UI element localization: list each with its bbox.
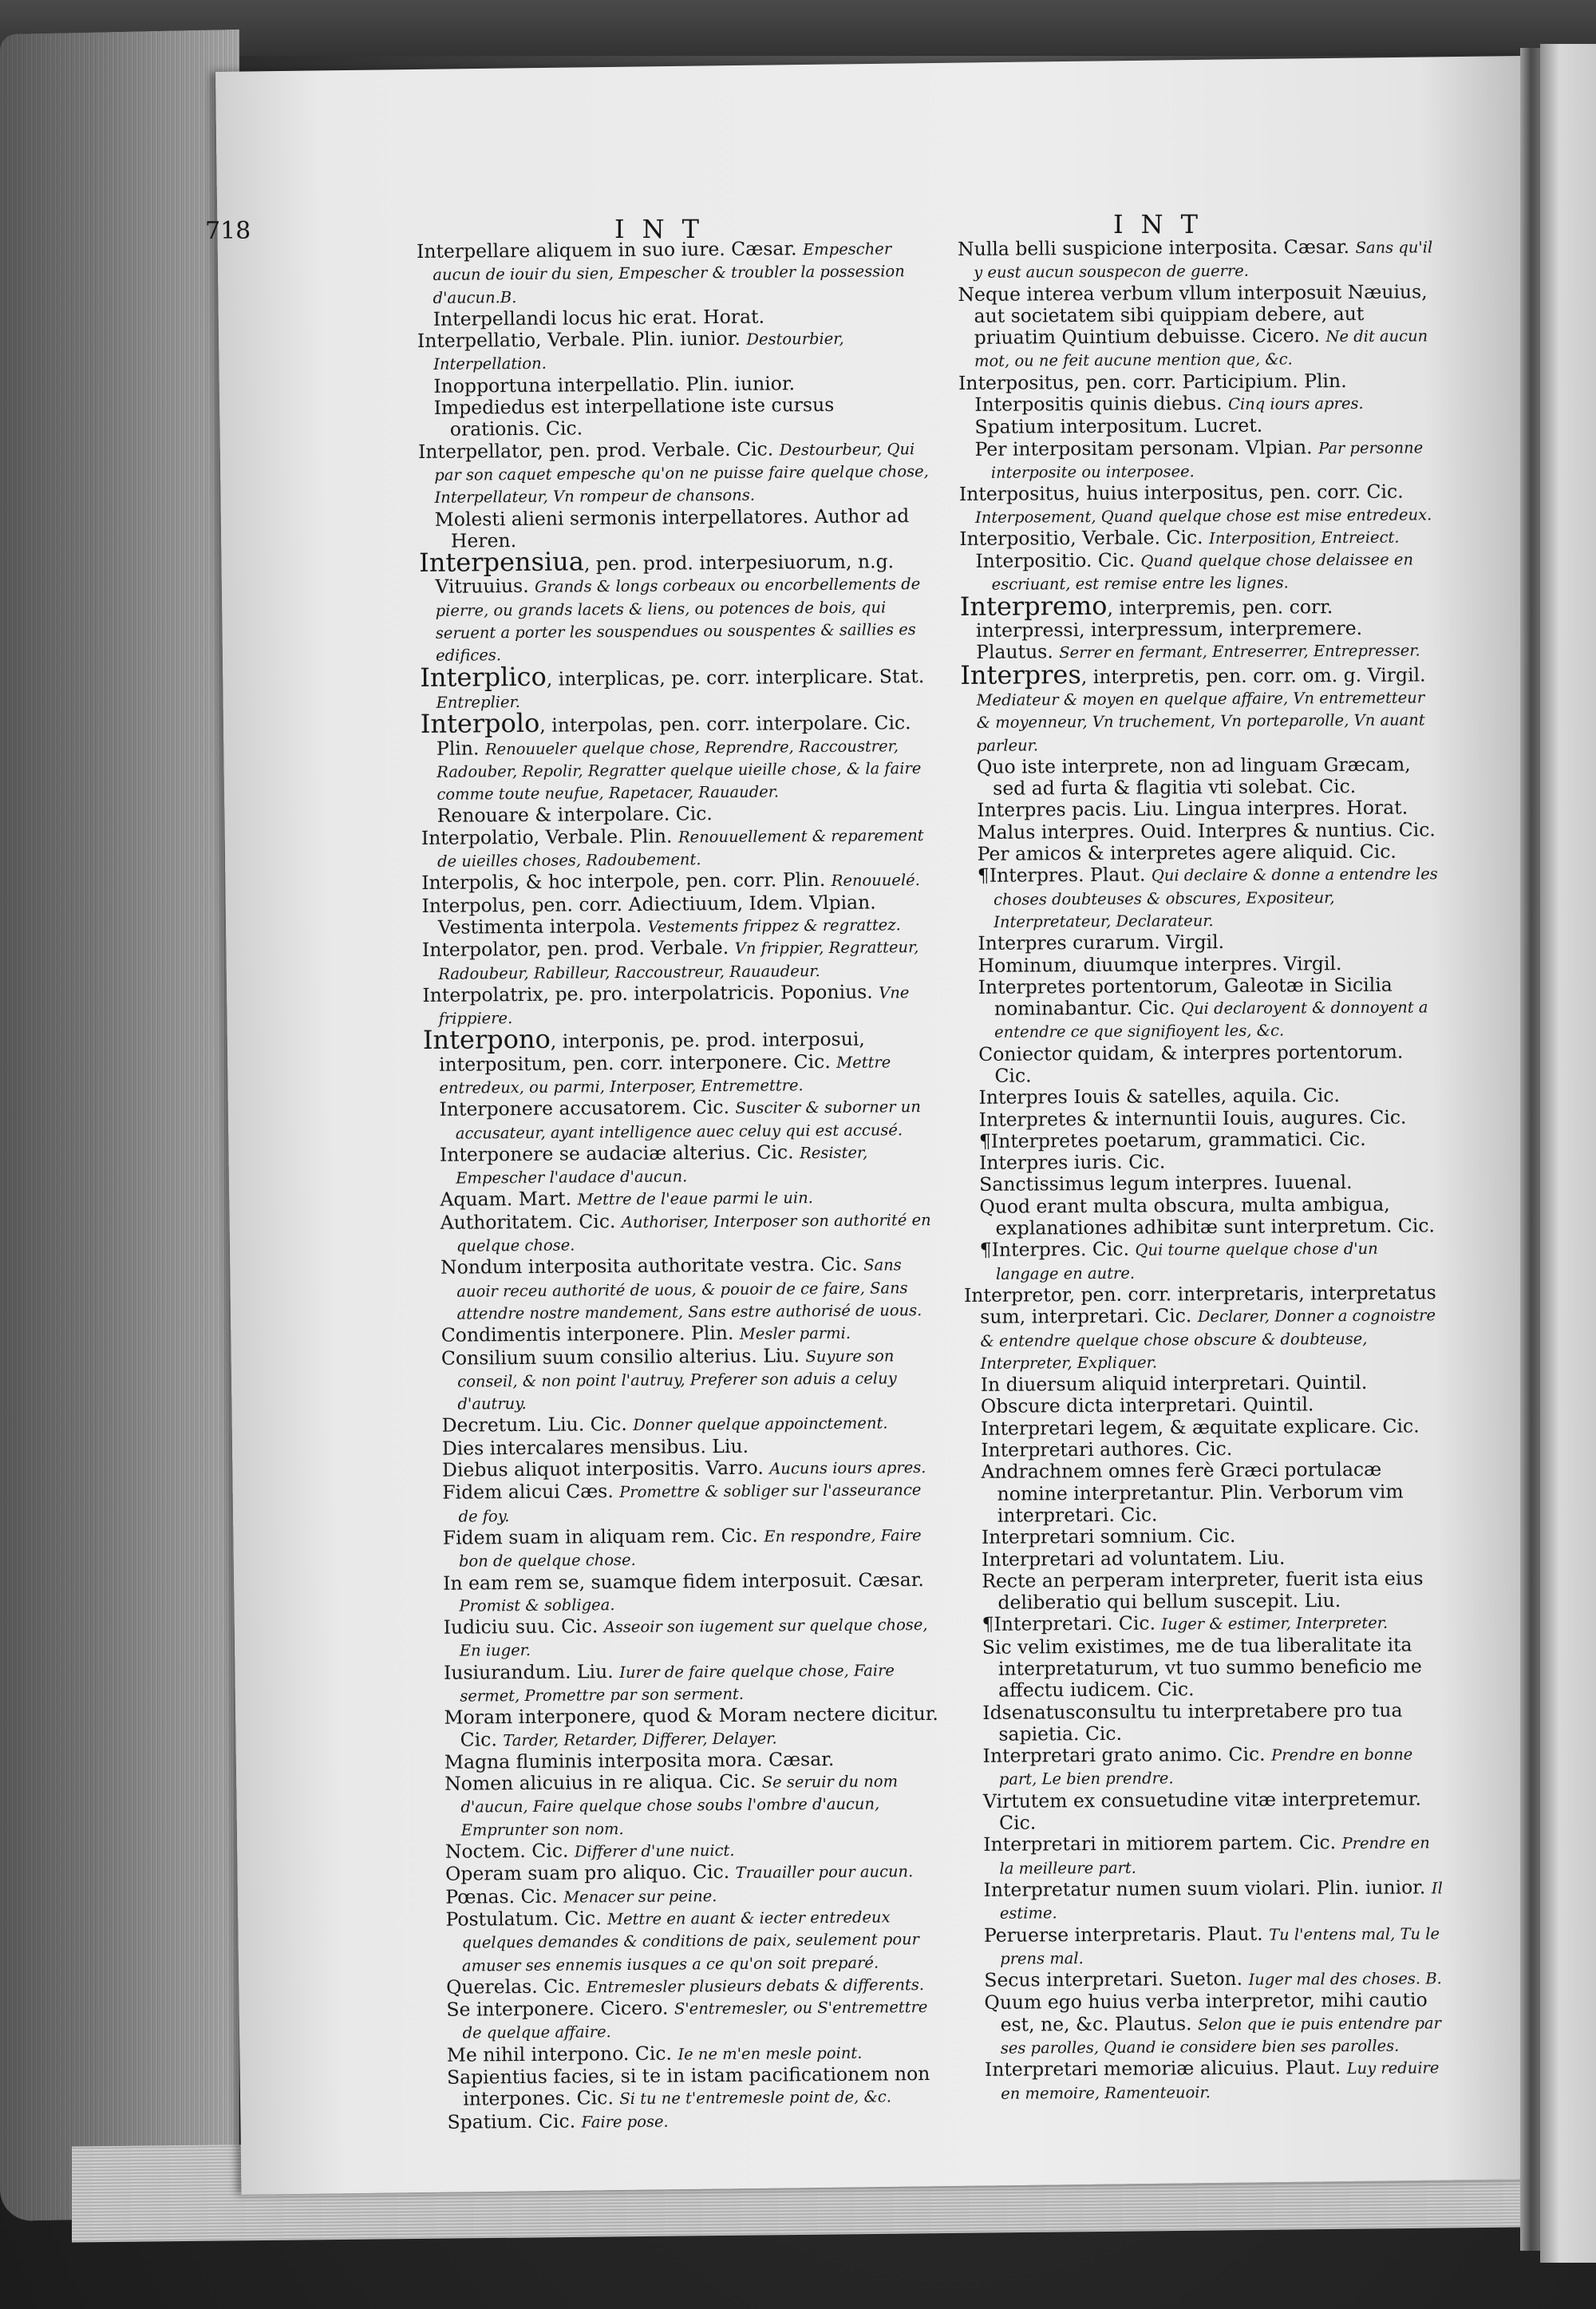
entry-latin: In diuersum aliquid interpretari. Quintil. xyxy=(980,1371,1368,1396)
entry-latin: Interpellator, pen. prod. Verbale. Cic. xyxy=(417,437,780,463)
dictionary-entry xyxy=(426,1478,937,1528)
entry-latin: Nomen alicuius in re aliqua. Cic. xyxy=(444,1769,762,1795)
entry-french-gloss: Qui declaroyent & donnoyent a entendre ce que signifioyent les, &c. xyxy=(994,998,1428,1042)
entry-latin: Coniector quidam, & interpres portentorum. Cic. xyxy=(978,1040,1404,1087)
entry-latin: Interpres iuris. Cic. xyxy=(978,1150,1166,1175)
entry-latin: ¶Interpretari. Cic. xyxy=(982,1611,1162,1636)
entry-french-gloss: Tarder, Retarder, Differer, Delayer. xyxy=(503,1729,777,1750)
dictionary-entry xyxy=(964,1237,1443,1285)
entry-french-gloss: Interposement, Quand quelque chose est mise entredeux. xyxy=(975,504,1432,527)
entry-latin: Interpolis, & hoc interpole, pen. corr. Plin. xyxy=(421,868,832,895)
entry-latin: Interpolatio, Verbale. Plin. xyxy=(421,824,679,849)
entry-french-gloss: Mettre entredeux, ou parmi, Interposer, Entremettre. xyxy=(439,1053,891,1097)
entry-latin: Me nihil interpono. Cic. xyxy=(446,2042,678,2066)
left-column xyxy=(417,237,942,2134)
dictionary-entry xyxy=(965,1371,1444,1396)
entry-latin: Interpositus, pen. corr. Participium. Plin. Interpositis quinis diebus. xyxy=(958,369,1347,416)
entry-latin: Interpretari memoriæ alicuius. Plaut. xyxy=(984,2056,1347,2082)
dictionary-entry xyxy=(423,1026,934,1099)
entry-french-gloss: Iurer de faire quelque chose, Faire sermet, Promettre par son serment. xyxy=(460,1661,895,1706)
entry-latin: ¶Interpres. Plaut. xyxy=(977,863,1152,888)
entry-latin: Recte an perperam interpreter, fuerit ista eius deliberatio qui bellum suscepit. Liu. xyxy=(982,1567,1424,1614)
entry-latin: Iusiurandum. Liu. xyxy=(443,1659,620,1684)
entry-latin: Neque interea verbum vllum interposuit Næuius, aut societatem sibi quippiam debere, aut priuatim Quintium debuisse. Cicero. xyxy=(958,279,1428,350)
dictionary-entry xyxy=(959,590,1440,665)
entry-latin: Quum ego huius verba interpretor, mihi cautio est, ne, &c. Plautus. xyxy=(984,1988,1428,2036)
right-column xyxy=(958,235,1448,2105)
entry-latin: Obscure dicta interpretari. Quintil. xyxy=(980,1393,1314,1418)
entry-french-gloss: Promettre & sobliger sur l'asseurance de foy. xyxy=(458,1481,922,1526)
dictionary-entry xyxy=(963,1149,1442,1174)
entry-french-gloss: Susciter & suborner un accusateur, ayant intelligence auec celuy qui est accusé. xyxy=(455,1097,921,1143)
dictionary-entry xyxy=(965,1415,1444,1440)
entry-french-gloss: Par personne interposite ou interposee. xyxy=(990,438,1424,482)
entry-latin: Renouare & interpolare. Cic. xyxy=(437,802,713,828)
entry-french-gloss: Empescher aucun de iouir du sien, Empescher & troubler la possession d'aucun.B. xyxy=(433,239,905,307)
entry-french-gloss: Sans qu'il y eust aucun souspecon de guerre. xyxy=(974,238,1433,283)
entry-latin: Interpres curarum. Virgil. xyxy=(978,931,1225,955)
entry-french-gloss: Interposition, Entreiect. xyxy=(1209,528,1400,548)
entry-french-gloss: Ne dit aucun mot, ou ne feit aucune mention que, &c. xyxy=(974,326,1428,371)
entry-french-gloss: Trauailler pour aucun. xyxy=(735,1862,914,1883)
entry-latin: Nondum interposita authoritate vestra. Cic. xyxy=(440,1252,864,1279)
dictionary-entry xyxy=(422,935,933,985)
entry-latin: Idsenatusconsultu tu interpretabere pro tua sapietia. Cic. xyxy=(982,1698,1403,1746)
dictionary-entry xyxy=(965,1459,1444,1528)
entry-french-gloss: Asseoir son iugement sur quelque chose, En iuger. xyxy=(459,1615,928,1661)
dictionary-entry xyxy=(419,505,930,553)
entry-latin: Interpretari somnium. Cic. xyxy=(981,1524,1236,1549)
dictionary-entry xyxy=(959,548,1438,595)
entry-french-gloss: Renouuelé. xyxy=(831,871,920,891)
entry-french-gloss: Iuger mal des choses. B. xyxy=(1248,1969,1442,1989)
dictionary-entry xyxy=(966,1634,1445,1702)
dictionary-entry xyxy=(428,1613,938,1663)
entry-latin: ¶Interpretes poetarum, grammatici. Cic. xyxy=(978,1127,1366,1153)
entry-french-gloss: En respondre, Faire bon de quelque chose. xyxy=(458,1526,922,1571)
entry-latin: Spatium interpositum. Lucret. xyxy=(974,414,1263,439)
entry-french-gloss: Mediateur & moyen en quelque affaire, Vn entremetteur & moyenneur, Vn truchement, Vn porteparolle, Vn auant parleur. xyxy=(976,688,1425,755)
dictionary-entry xyxy=(960,658,1440,757)
entry-latin: Peruerse interpretaris. Plaut. xyxy=(983,1922,1270,1947)
entry-french-gloss: Donner quelque appoinctement. xyxy=(633,1413,888,1435)
dictionary-entry xyxy=(429,1860,940,1886)
dictionary-entry xyxy=(967,1832,1446,1880)
entry-latin: , interplicas, pe. corr. interplicare. Stat. xyxy=(546,664,925,690)
entry-latin: Interpretari legem, & æquitate explicare. Cic. xyxy=(981,1414,1420,1440)
dictionary-entry xyxy=(425,1208,935,1258)
entry-latin: Virtutem ex consuetudine vitæ interpretemur. Cic. xyxy=(982,1787,1421,1834)
entry-latin: Interpretatur numen suum violari. Plin. iunior. xyxy=(983,1876,1432,1901)
dictionary-entry xyxy=(958,370,1437,417)
entry-latin: Interpretari ad voluntatem. Liu. xyxy=(982,1546,1286,1571)
dictionary-entry xyxy=(966,1524,1444,1549)
entry-latin: , interpremis, pen. corr. interpressi, interpressum, interpremere. Plautus. xyxy=(975,595,1363,664)
entry-french-gloss: Entreplier. xyxy=(436,692,521,712)
dictionary-entry xyxy=(966,1568,1444,1614)
entry-latin: Quod erant multa obscura, multa ambigua, explanationes adhibitæ sunt interpretum. Cic. xyxy=(979,1192,1436,1240)
entry-french-gloss: Vne frippiere. xyxy=(438,983,910,1028)
dictionary-entry xyxy=(968,1876,1447,1924)
dictionary-entry xyxy=(420,663,930,714)
entry-french-gloss: Mesler parmi. xyxy=(739,1324,851,1344)
entry-latin: Operam suam pro aliquo. Cic. xyxy=(444,1860,736,1886)
dictionary-entry xyxy=(961,753,1440,800)
dictionary-entry xyxy=(969,2057,1448,2105)
entry-french-gloss: Authoriser, Interposer son authorité en quelque chose. xyxy=(456,1210,931,1255)
entry-latin: Consilium suum consilio alterius. Liu. xyxy=(440,1343,806,1370)
dictionary-entry xyxy=(964,1282,1444,1374)
entry-french-gloss: Prendre en bonne part, Le bien prendre. xyxy=(998,1745,1413,1789)
dictionary-entry xyxy=(423,1095,934,1145)
dictionary-entry xyxy=(967,1742,1446,1790)
dictionary-entry xyxy=(958,281,1437,373)
dictionary-entry xyxy=(966,1699,1445,1746)
entry-french-gloss: Ie ne m'en mesle point. xyxy=(678,2043,863,2064)
entry-french-gloss: Entremesler plusieurs debats & differents. xyxy=(586,1975,925,1997)
entry-french-gloss: Renouuellement & reparement de uieilles choses, Radoubement. xyxy=(437,825,924,871)
entry-latin: Interponere accusatorem. Cic. xyxy=(439,1096,736,1121)
entry-french-gloss: Renouueler quelque chose, Reprendre, Raccoustrer, Radouber, Repolir, Regratter quelque uieille chose, & la faire comme toute neufue, Rapetacer, Rauauder. xyxy=(437,736,922,804)
entry-french-gloss: Destourbier, Interpellation. xyxy=(433,329,844,374)
dictionary-entry xyxy=(417,326,928,376)
entry-latin: Hominum, diuumque interpres. Virgil. xyxy=(978,951,1342,977)
entry-latin: , interponis, pe. prod. interposui, interpositum, pen. corr. interponere. Cic. xyxy=(438,1028,865,1076)
dictionary-entry xyxy=(968,1990,1448,2060)
dictionary-entry xyxy=(962,974,1442,1044)
entry-latin: Inopportuna interpellatio. Plin. iunior. xyxy=(433,372,796,397)
dictionary-entry xyxy=(963,1106,1442,1131)
entry-latin: Interpretari authores. Cic. xyxy=(981,1437,1233,1461)
dictionary-entry xyxy=(426,1411,937,1437)
dictionary-entry xyxy=(429,1769,940,1841)
entry-french-gloss: Prendre en la meilleure part. xyxy=(999,1833,1430,1878)
dictionary-entry xyxy=(431,2108,942,2134)
entry-latin: Interpolatrix, pe. pro. interpolatricis. Poponius. xyxy=(422,980,879,1006)
dictionary-entry xyxy=(419,548,930,667)
running-head-right: INT xyxy=(1113,209,1215,239)
dictionary-entry xyxy=(962,1041,1441,1087)
entry-headword: Interplico xyxy=(420,661,547,693)
entry-latin: Sapientius facies, si te in istam pacificationem non interpones. Cic. xyxy=(446,2062,930,2110)
entry-french-gloss: Si tu ne t'entremesle point de, &c. xyxy=(619,2087,892,2109)
entry-headword: Interpono xyxy=(422,1024,551,1056)
dictionary-entry xyxy=(422,981,933,1030)
dictionary-entry xyxy=(424,1141,934,1190)
entry-latin: Dies intercalares mensibus. Liu. xyxy=(441,1434,749,1460)
dictionary-entry xyxy=(425,1343,937,1415)
entry-latin: Interpositio. Cic. xyxy=(975,548,1141,573)
entry-french-gloss: Mettre en auant & iecter entredeux quelques demandes & conditions de paix, seulement pour amuser ses ennemis iusques a ce qu'on soit preparé. xyxy=(461,1908,920,1975)
book-page-edges xyxy=(0,30,239,2221)
entry-latin: Condimentis interponere. Plin. xyxy=(440,1322,740,1347)
entry-latin: Sanctissimus legum interpres. Iuuenal. xyxy=(979,1171,1353,1196)
entry-latin: Interpositio, Verbale. Cic. xyxy=(959,525,1210,550)
entry-french-gloss: Grands & longs corbeaux ou encorbellements de pierre, ou grands lacets & liens, ou potences de bois, qui seruent a porter les souspendues ou souspentes & saillies es edifices. xyxy=(435,575,921,666)
page-number: 718 xyxy=(205,217,251,245)
entry-latin: , interpolas, pen. corr. interpolare. Cic. Plin. xyxy=(436,711,911,760)
dictionary-entry xyxy=(427,1524,938,1573)
entry-latin: Interpretes portentorum, Galeotæ in Sicilia nominabantur. Cic. xyxy=(978,973,1393,1020)
dictionary-entry xyxy=(958,414,1437,439)
entry-french-gloss: Selon que ie puis entendre par ses parolles, Quand ie considere bien ses parolles. xyxy=(1000,2014,1442,2058)
entry-french-gloss: Serrer en fermant, Entreserrer, Entrepresser. xyxy=(1059,641,1420,662)
dictionary-entry xyxy=(431,2063,942,2112)
entry-latin: Andrachnem omnes ferè Græci portulacæ nomine interpretantur. Plin. Verborum vim interpretari. Cic. xyxy=(981,1458,1404,1527)
entry-headword: Interpensiua xyxy=(419,546,585,579)
entry-headword: Interpremo xyxy=(959,590,1108,622)
entry-french-gloss: Sans auoir receu authorité de uous, & pouoir de ce faire, Sans attendre nostre mandement, Sans estre authorisé de uous. xyxy=(456,1255,922,1323)
entry-latin: Interpellandi locus hic erat. Horat. xyxy=(433,305,765,330)
entry-latin: Interpretes & internuntii Iouis, augures. Cic. xyxy=(978,1105,1407,1131)
entry-french-gloss: Se seruir du nom d'aucun, Faire quelque chose soubs l'ombre d'aucun, Emprunter son nom. xyxy=(460,1772,899,1840)
entry-french-gloss: Differer d'une nuict. xyxy=(574,1841,735,1861)
dictionary-entry xyxy=(428,1703,938,1752)
dictionary-entry xyxy=(428,1659,938,1708)
entry-latin: Interpres Iouis & satelles, aquila. Cic. xyxy=(978,1084,1341,1109)
dictionary-entry xyxy=(962,863,1441,934)
entry-latin: Per interpositam personam. Vlpian. xyxy=(974,435,1319,461)
entry-french-gloss: Mettre de l'eaue parmi le uin. xyxy=(577,1188,814,1209)
entry-french-gloss: Promist & sobligea. xyxy=(459,1595,615,1615)
dictionary-entry xyxy=(959,481,1438,528)
entry-latin: Postulatum. Cic. xyxy=(445,1907,608,1931)
entry-latin: Nulla belli suspicione interposita. Cæsar. xyxy=(957,235,1356,260)
entry-latin: Diebus aliquot interpositis. Varro. xyxy=(441,1456,770,1481)
entry-latin: Se interponere. Cicero. xyxy=(446,1996,675,2021)
entry-latin: In eam rem se, suamque fidem interposuit. Cæsar. xyxy=(443,1568,924,1595)
dictionary-entry xyxy=(430,1995,941,2045)
entry-latin: Interpretor, pen. corr. interpretaris, interpretatus sum, interpretari. Cic. xyxy=(964,1281,1436,1329)
dictionary-entry xyxy=(418,437,930,509)
dictionary-entry xyxy=(962,840,1440,865)
entry-latin: Iudiciu suu. Cic. xyxy=(443,1615,604,1639)
entry-french-gloss: S'entremesler, ou S'entremettre de quelque affaire. xyxy=(462,1998,928,2043)
dictionary-entry xyxy=(421,710,932,805)
dictionary-entry xyxy=(968,1922,1447,1970)
entry-latin: Interpellare aliquem in suo iure. Cæsar. xyxy=(416,237,804,263)
entry-latin: Aquam. Mart. xyxy=(440,1187,578,1212)
entry-french-gloss: Iuger & estimer, Interpreter. xyxy=(1161,1614,1389,1634)
entry-headword: Interpres xyxy=(960,658,1081,690)
entry-latin: Interpres pacis. Liu. Lingua interpres. Horat. xyxy=(977,796,1408,822)
entry-french-gloss: Vn frippier, Regratteur, Radoubeur, Rabilleur, Raccoustreur, Rauaudeur. xyxy=(438,938,919,983)
entry-latin: Per amicos & interpretes agere aliquid. Cic. xyxy=(977,840,1396,865)
entry-latin: Fidem alicui Cæs. xyxy=(442,1480,620,1504)
background-shadow xyxy=(0,0,1596,56)
dictionary-entry xyxy=(427,1568,938,1617)
entry-french-gloss: Declarer, Donner a cognoistre & entendre quelque chose obscure & doubteuse, Interpreter, Expliquer. xyxy=(980,1306,1436,1373)
entry-latin: Interpretari grato animo. Cic. xyxy=(982,1742,1272,1768)
dictionary-entry xyxy=(958,235,1436,283)
entry-french-gloss: Il estime. xyxy=(999,1879,1443,1923)
entry-latin: ¶Interpres. Cic. xyxy=(979,1238,1136,1262)
entry-french-gloss: Resister, Empescher l'audace d'aucun. xyxy=(456,1143,868,1188)
entry-latin: Interpellatio, Verbale. Plin. iunior. xyxy=(417,326,747,353)
entry-latin: Molesti alieni sermonis interpellatores. Author ad Heren. xyxy=(434,504,910,552)
entry-latin: Noctem. Cic. xyxy=(444,1839,575,1863)
dictionary-entry xyxy=(962,931,1440,955)
dictionary-entry xyxy=(418,393,929,441)
entry-latin: Pœnas. Cic. xyxy=(445,1884,564,1908)
entry-latin: Authoritatem. Cic. xyxy=(440,1209,622,1234)
entry-latin: , pen. prod. interpesiuorum, n.g. Vitruuius. xyxy=(435,550,895,599)
dictionary-entry xyxy=(421,892,932,940)
entry-latin: Sic velim existimes, me de tua liberalitate ita interpretaturum, vt tuo summo beneficio me affectu iudicem. Cic. xyxy=(982,1633,1422,1702)
dictionary-entry xyxy=(421,824,932,873)
dictionary-entry xyxy=(963,1193,1442,1240)
entry-latin: Impediedus est interpellatione iste cursus orationis. Cic. xyxy=(433,393,835,441)
entry-latin: Interpolator, pen. prod. Verbale. xyxy=(421,936,735,962)
entry-latin: Fidem suam in aliquam rem. Cic. xyxy=(442,1524,764,1549)
entry-french-gloss: Luy reduire en memoire, Ramenteuoir. xyxy=(1001,2058,1440,2103)
entry-french-gloss: Cinq iours apres. xyxy=(1227,393,1364,414)
dictionary-entry xyxy=(959,525,1438,551)
entry-latin: Interponere se audaciæ alterius. Cic. xyxy=(439,1141,800,1166)
dictionary-entry xyxy=(429,1905,941,1977)
dictionary-entry xyxy=(417,237,928,309)
dictionary-entry xyxy=(425,1253,936,1325)
entry-french-gloss: Faire pose. xyxy=(581,2112,669,2132)
entry-french-gloss: Aucuns iours apres. xyxy=(769,1458,926,1478)
entry-latin: Secus interpretari. Sueton. xyxy=(984,1967,1249,1991)
running-head-left: INT xyxy=(614,214,717,244)
entry-latin: Interpolus, pen. corr. Adiectiuum, Idem. Vlpian. Vestimenta interpola. xyxy=(421,891,876,939)
entry-french-gloss: Destourbeur, Qui par son caquet empesche qu'on ne puisse faire quelque chose, Interpellateur, Vn rompeur de chansons. xyxy=(434,439,929,508)
facing-page-edge xyxy=(1540,44,1596,2263)
entry-french-gloss: Quand quelque chose delaissee en escriuant, est remise entre les lignes. xyxy=(991,550,1414,595)
dictionary-entry xyxy=(963,1128,1442,1153)
entry-french-gloss: Suyure son conseil, & non point l'autruy, Preferer son aduis a celuy d'autruy. xyxy=(457,1346,897,1413)
entry-latin: Querelas. Cic. xyxy=(446,1975,587,1999)
entry-french-gloss: Menacer sur peine. xyxy=(563,1886,717,1907)
entry-latin: Interpositus, huius interpositus, pen. corr. Cic. xyxy=(958,480,1404,506)
entry-latin: Decretum. Liu. Cic. xyxy=(441,1413,634,1437)
entry-french-gloss: Qui tourne quelque chose d'un langage en autre. xyxy=(995,1240,1378,1283)
entry-latin: Quo iste interprete, non ad linguam Græcam, sed ad furta & flagitia vti solebat. Cic. xyxy=(976,753,1411,800)
entry-latin: Interpretari in mitiorem partem. Cic. xyxy=(983,1831,1342,1856)
dictionary-entry xyxy=(959,436,1438,484)
entry-headword: Interpolo xyxy=(420,708,540,740)
entry-latin: Moram interponere, quod & Moram nectere dicitur. Cic. xyxy=(444,1702,938,1751)
entry-latin: Malus interpres. Ouid. Interpres & nuntius. Cic. xyxy=(977,818,1436,844)
entry-latin: , interpretis, pen. corr. om. g. Virgil. xyxy=(1080,663,1426,688)
entry-french-gloss: Tu l'entens mal, Tu le prens mal. xyxy=(1000,1924,1440,1968)
entry-latin: Spatium. Cic. xyxy=(447,2109,582,2133)
dictionary-entry xyxy=(967,1788,1446,1834)
entry-french-gloss: Qui declaire & donne a entendre les choses doubteuses & obscures, Expositeur, Interpretateur, Declarateur. xyxy=(993,864,1438,931)
entry-french-gloss: Vestements frippez & regrattez. xyxy=(647,915,901,936)
entry-latin: Magna fluminis interposita mora. Cæsar. xyxy=(444,1747,835,1773)
